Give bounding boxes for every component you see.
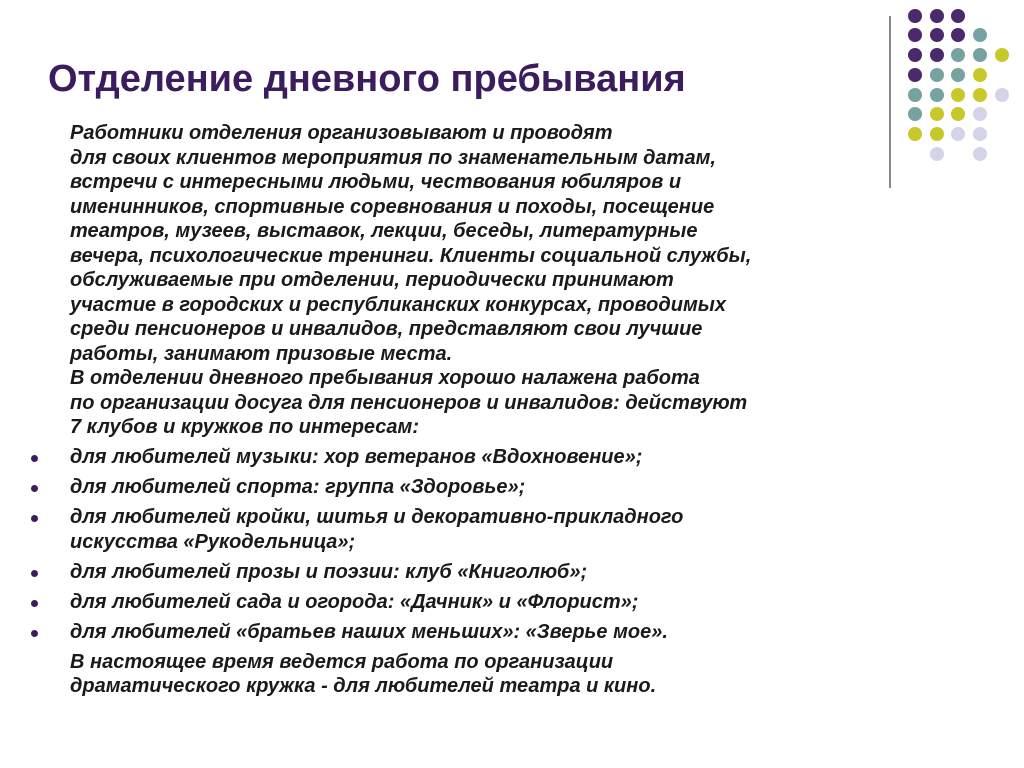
list-item [70,560,950,585]
decorative-dot [908,48,922,62]
decorative-dot [908,107,922,121]
decorative-dot [995,48,1009,62]
decorative-dot [930,9,944,23]
club-item-text: для любителей прозы и поэзии: клуб «Книголюб»; [70,560,588,583]
list-item [70,620,950,645]
decorative-dot [951,88,965,102]
clubs-intro-paragraph: В отделении дневного пребывания хорошо налажена работа по организации досуга для пенсионеров и инвалидов: действуют 7 клубов и кружков по интересам: [70,367,748,438]
club-item-text: для любителей «братьев наших меньших»: «Зверье мое». [70,620,668,643]
bullet-icon [31,630,38,637]
decorative-dot [973,28,987,42]
bullet-icon [31,600,38,607]
club-item-text: для любителей музыки: хор ветеранов «Вдохновение»; [70,446,643,468]
list-item [70,505,950,554]
bullet-icon [31,570,38,577]
decorative-dot [930,28,944,42]
decorative-dot [973,127,987,141]
club-item-text: для любителей спорта: группа «Здоровье»; [70,476,526,498]
decorative-dot [995,88,1009,102]
decorative-dot [951,127,965,141]
list-item [70,590,950,615]
decorative-dot [930,107,944,121]
club-item-text: для любителей кройки, шитья и декоративно-прикладного искусства «Рукодельница»; [70,506,684,553]
slide-title: Отделение дневного пребывания [48,58,686,100]
clubs-list [70,445,950,644]
decorative-dot [951,28,965,42]
decorative-dot [930,48,944,62]
decorative-dot [908,28,922,42]
decorative-dot [951,107,965,121]
decorative-dot [973,107,987,121]
decorative-dot [973,48,987,62]
decorative-dot [930,68,944,82]
list-item [70,475,950,500]
bullet-icon [31,455,38,462]
decorative-dot [908,88,922,102]
decorative-dot [930,88,944,102]
decorative-dot [973,147,987,161]
list-item [70,445,950,470]
slide-body [70,121,950,699]
intro-paragraph: Работники отделения организовывают и проводят для своих клиентов мероприятия по знаменательным датам, встречи с интересными людьми, чествования юбиляров и именинников, спортивные соревнования и походы, посещение театров, музеев, выставок, лекции, беседы, литературные вечера, психологические тренинги. Клиенты социальной службы, обслуживаемые при отделении, периодически принимают участие в городских и республиканских конкурсах, проводимых среди пенсионеров и инвалидов, представляют свои лучшие работы, занимают призовые места. [70,122,752,365]
decorative-dot [951,48,965,62]
bullet-icon [31,485,38,492]
bullet-icon [31,515,38,522]
decorative-dot [908,9,922,23]
decorative-dot [951,9,965,23]
club-item-text: для любителей сада и огорода: «Дачник» и «Флорист»; [70,590,639,613]
closing-paragraph: В настоящее время ведется работа по организации драматического кружка - для любителей театра и кино. [70,650,657,697]
decorative-dot [908,68,922,82]
decorative-dot [973,88,987,102]
decorative-dot [951,68,965,82]
decorative-dot [973,68,987,82]
